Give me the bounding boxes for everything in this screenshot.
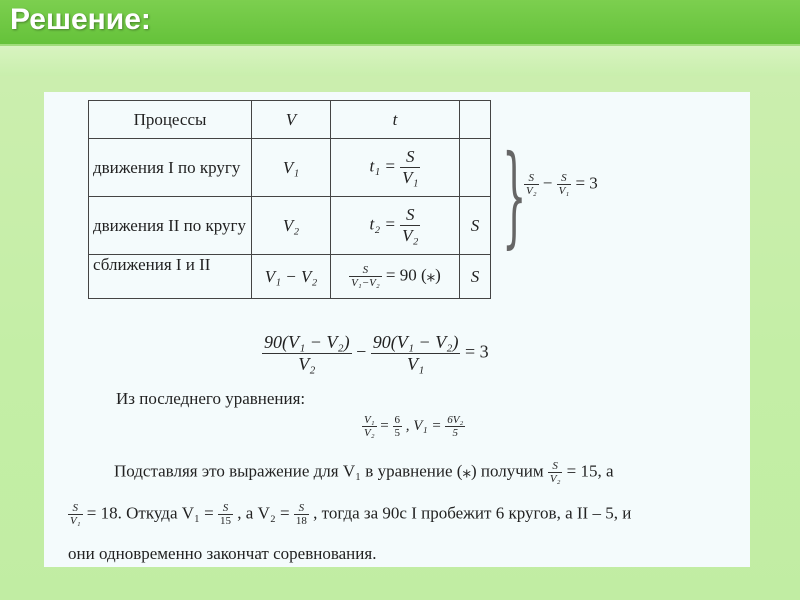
para2-text-c: , тогда за 90с I пробежит 6 кругов, а II – 5, и: [313, 503, 632, 523]
time-rhs: = 90 (⁎): [385, 265, 441, 285]
header-v: V: [252, 101, 331, 139]
fraction-denominator: V₂: [364, 427, 375, 439]
main-equation: [262, 332, 489, 375]
fraction-denominator: 5: [394, 427, 401, 439]
fraction-denominator: V₂: [402, 226, 419, 245]
distance-cell: [460, 139, 491, 197]
paragraph-1: [114, 460, 744, 485]
para2-fraction-2: [218, 502, 233, 527]
time-fraction: [400, 205, 420, 246]
fraction-numerator: S: [218, 502, 233, 515]
curly-brace: }: [502, 131, 527, 259]
time-cell: [331, 139, 460, 197]
para1-tail: = 15, а: [566, 461, 614, 481]
para2-fraction-1: [68, 502, 83, 527]
time-lhs: t₂ =: [369, 214, 396, 234]
table-header-row: [89, 101, 491, 139]
ratio-eq: =: [380, 417, 389, 434]
fraction-numerator: S: [349, 264, 382, 277]
fraction-numerator: 90(V₁ − V₂): [372, 332, 459, 352]
fraction-numerator: S: [557, 172, 572, 185]
side-rhs: = 3: [575, 173, 598, 193]
para2-text-b: , а V₂ =: [237, 503, 290, 523]
slide-title: Решение:: [10, 3, 151, 36]
ratio-mid: , V₁ =: [405, 417, 442, 434]
time-lhs: t₁ =: [369, 156, 396, 176]
header-processes: Процессы: [89, 101, 252, 139]
fraction-numerator: S: [548, 460, 563, 473]
header-t: t: [331, 101, 460, 139]
fraction-numerator: S: [68, 502, 83, 515]
text-line-1: Из последнего уравнения:: [116, 389, 306, 408]
fraction-numerator: S: [400, 147, 420, 168]
table-row: [89, 255, 491, 299]
ratio-fraction-3: [445, 414, 465, 439]
fraction-numerator: 6: [394, 414, 401, 426]
table-row: [89, 139, 491, 197]
fraction-denominator: V₂: [526, 185, 537, 197]
para2-fraction-3: [294, 502, 309, 527]
main-fraction-2: [371, 332, 461, 375]
table-row: [89, 197, 491, 255]
fraction-numerator: 90(V₁ − V₂): [264, 332, 350, 352]
fraction-numerator: 6V₂: [447, 414, 464, 426]
paragraph-2: [68, 502, 748, 527]
velocity-cell: V₁: [252, 139, 331, 197]
velocity-cell: V₂: [252, 197, 331, 255]
slide-header: [0, 0, 800, 46]
fraction-denominator: V₂: [549, 473, 561, 485]
time-cell: [331, 255, 460, 299]
fraction-denominator: V₁: [558, 185, 570, 197]
side-fraction-2: [557, 172, 572, 197]
time-fraction: [349, 264, 382, 289]
fraction-numerator: S: [400, 205, 420, 226]
side-fraction-1: [524, 172, 539, 197]
side-equation: [524, 172, 598, 197]
ratio-fraction-1: [362, 414, 377, 439]
ratio-equation: [362, 414, 465, 439]
fraction-denominator: 5: [452, 427, 459, 439]
fraction-denominator: 18: [295, 515, 307, 527]
process-cell: движения II по кругу: [89, 197, 252, 255]
header-band: [0, 46, 800, 76]
fraction-numerator: S: [294, 502, 309, 515]
velocity-cell: V₁ − V₂: [252, 255, 331, 299]
fraction-denominator: V₁−V₂: [351, 277, 380, 289]
fraction-numerator: V₁: [364, 414, 375, 426]
para1-fraction: [548, 460, 563, 485]
ratio-fraction-2: [393, 414, 403, 439]
main-operator: −: [356, 341, 367, 362]
header-blank: [460, 101, 491, 139]
solution-panel: [44, 92, 750, 567]
fraction-denominator: 15: [220, 515, 232, 527]
para2-text-a: = 18. Откуда V₁ =: [86, 503, 214, 523]
process-table: [88, 100, 491, 299]
process-cell: сближения I и II: [89, 255, 252, 299]
main-fraction-1: [262, 332, 352, 375]
time-cell: [331, 197, 460, 255]
distance-cell: S: [460, 255, 491, 299]
distance-cell: S: [460, 197, 491, 255]
fraction-denominator: V₁: [406, 354, 425, 374]
time-fraction: [400, 147, 420, 188]
side-operator: −: [542, 173, 553, 193]
para1-text: Подставляя это выражение для V₁ в уравнение (⁎) получим: [114, 461, 544, 481]
fraction-numerator: S: [524, 172, 539, 185]
process-cell: движения I по кругу: [89, 139, 252, 197]
main-rhs: = 3: [464, 341, 489, 362]
paragraph-3: они одновременно закончат соревнования.: [68, 544, 377, 563]
fraction-denominator: V₂: [298, 354, 316, 374]
fraction-denominator: V₁: [70, 515, 81, 527]
fraction-denominator: V₁: [402, 168, 419, 187]
